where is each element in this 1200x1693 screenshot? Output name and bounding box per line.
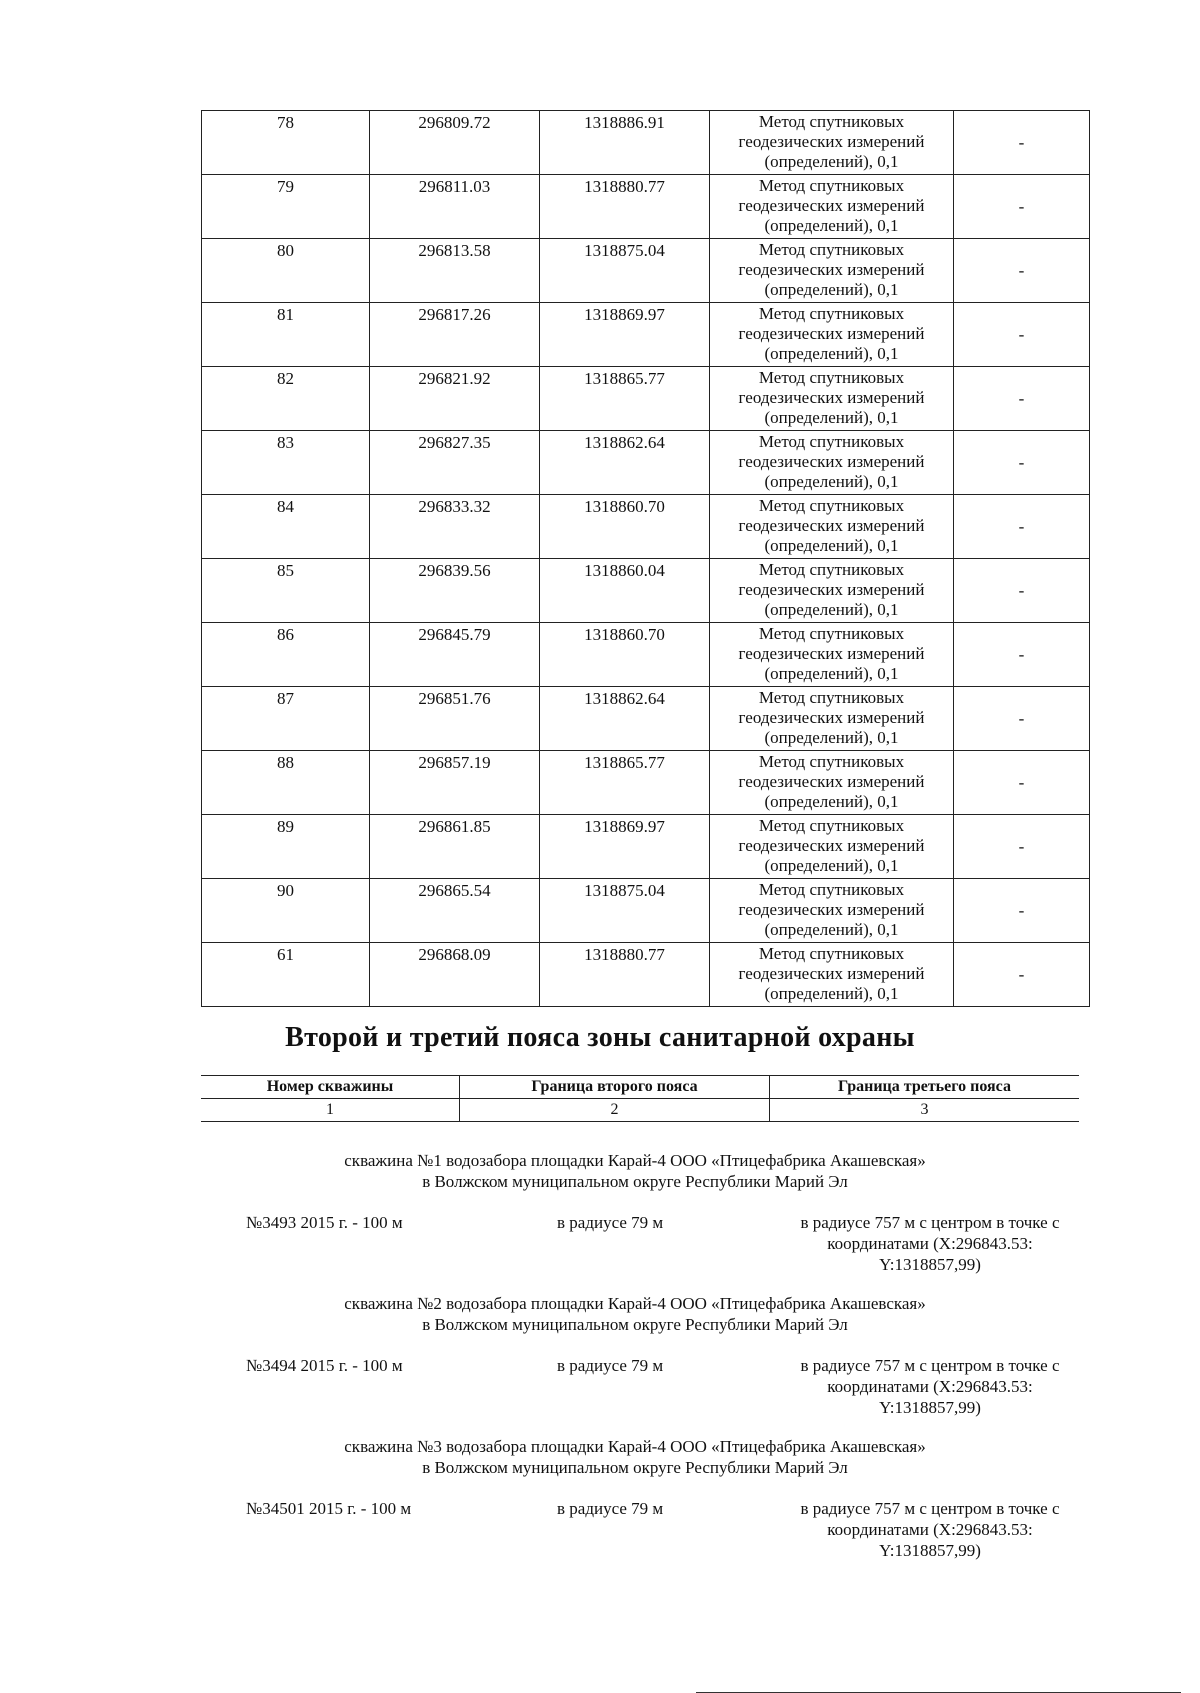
x-coordinate-cell: 296865.54 (370, 879, 540, 943)
precision-cell: - (954, 239, 1090, 303)
method-line: (определений), 0,1 (764, 536, 899, 555)
precision-cell: - (954, 879, 1090, 943)
well-caption-line: в Волжском муниципальном округе Республики Марий Эл (422, 1458, 848, 1477)
third-belt-value (780, 1498, 1080, 1561)
method-line: геодезических измерений (738, 324, 925, 343)
x-coordinate-cell: 296839.56 (370, 559, 540, 623)
method-cell (710, 367, 954, 431)
third-belt-line: Y:1318857,99) (879, 1398, 981, 1417)
method-cell (710, 495, 954, 559)
precision-cell: - (954, 751, 1090, 815)
third-belt-value (780, 1355, 1080, 1418)
x-coordinate-cell: 296809.72 (370, 111, 540, 175)
header-index-3: 3 (770, 1099, 1080, 1122)
third-belt-line: Y:1318857,99) (879, 1541, 981, 1560)
method-line: геодезических измерений (738, 900, 925, 919)
method-cell (710, 815, 954, 879)
well-row (0, 1355, 1200, 1421)
method-line: Метод спутниковых (758, 176, 905, 195)
y-coordinate-cell: 1318860.70 (540, 623, 710, 687)
point-number-cell: 80 (202, 239, 370, 303)
method-line: геодезических измерений (738, 580, 925, 599)
well-id: №3494 2015 г. - 100 м (246, 1356, 403, 1375)
table-row (202, 431, 1090, 495)
method-line: (определений), 0,1 (764, 792, 899, 811)
header-third-belt: Граница третьего пояса (770, 1076, 1080, 1099)
coordinates-table-body (202, 111, 1090, 1007)
x-coordinate-cell: 296861.85 (370, 815, 540, 879)
y-coordinate-cell: 1318875.04 (540, 239, 710, 303)
x-coordinate-cell: 296827.35 (370, 431, 540, 495)
second-belt-value: в радиусе 79 м (557, 1213, 664, 1232)
x-coordinate-cell: 296833.32 (370, 495, 540, 559)
well-id: №3493 2015 г. - 100 м (246, 1213, 403, 1232)
well-block-3 (0, 1436, 1200, 1564)
method-line: геодезических измерений (738, 516, 925, 535)
well-block-2 (0, 1293, 1200, 1421)
well-caption (70, 1293, 1200, 1335)
third-belt-line: в радиусе 757 м с центром в точке с (800, 1213, 1060, 1232)
point-number-cell: 87 (202, 687, 370, 751)
method-cell (710, 559, 954, 623)
method-line: геодезических измерений (738, 260, 925, 279)
method-line: (определений), 0,1 (764, 856, 899, 875)
method-line: геодезических измерений (738, 196, 925, 215)
method-line: (определений), 0,1 (764, 984, 899, 1003)
table-row (202, 239, 1090, 303)
zones-index-row (201, 1099, 1079, 1122)
method-line: Метод спутниковых (758, 432, 905, 451)
method-cell (710, 111, 954, 175)
precision-cell: - (954, 303, 1090, 367)
point-number-cell: 61 (202, 943, 370, 1007)
table-row (202, 303, 1090, 367)
y-coordinate-cell: 1318860.70 (540, 495, 710, 559)
third-belt-line: в радиусе 757 м с центром в точке с (800, 1356, 1060, 1375)
table-row (202, 751, 1090, 815)
point-number-cell: 82 (202, 367, 370, 431)
method-line: (определений), 0,1 (764, 600, 899, 619)
y-coordinate-cell: 1318860.04 (540, 559, 710, 623)
header-second-belt: Граница второго пояса (460, 1076, 770, 1099)
point-number-cell: 89 (202, 815, 370, 879)
method-line: Метод спутниковых (758, 112, 905, 131)
method-line: (определений), 0,1 (764, 728, 899, 747)
table-row (202, 175, 1090, 239)
method-line: Метод спутниковых (758, 944, 905, 963)
zones-title: Второй и третий пояса зоны санитарной охраны (285, 1022, 915, 1053)
precision-cell: - (954, 559, 1090, 623)
table-row (202, 879, 1090, 943)
second-belt-value: в радиусе 79 м (557, 1356, 664, 1375)
method-line: Метод спутниковых (758, 816, 905, 835)
third-belt-line: Y:1318857,99) (879, 1255, 981, 1274)
y-coordinate-cell: 1318862.64 (540, 687, 710, 751)
y-coordinate-cell: 1318865.77 (540, 751, 710, 815)
method-cell (710, 623, 954, 687)
well-caption-line: скважина №2 водозабора площадки Карай-4 ООО «Птицефабрика Акашевская» (344, 1294, 926, 1313)
precision-cell: - (954, 431, 1090, 495)
table-row (202, 495, 1090, 559)
third-belt-line: координатами (X:296843.53: (827, 1234, 1033, 1253)
second-belt-value: в радиусе 79 м (557, 1499, 664, 1518)
method-cell (710, 431, 954, 495)
method-line: (определений), 0,1 (764, 152, 899, 171)
header-well-number: Номер скважины (201, 1076, 460, 1099)
precision-cell: - (954, 175, 1090, 239)
precision-cell: - (954, 943, 1090, 1007)
y-coordinate-cell: 1318880.77 (540, 175, 710, 239)
method-line: Метод спутниковых (758, 496, 905, 515)
well-block-1 (0, 1150, 1200, 1278)
well-caption-line: скважина №1 водозабора площадки Карай-4 ООО «Птицефабрика Акашевская» (344, 1151, 926, 1170)
table-row (202, 815, 1090, 879)
method-line: геодезических измерений (738, 644, 925, 663)
x-coordinate-cell: 296813.58 (370, 239, 540, 303)
y-coordinate-cell: 1318869.97 (540, 815, 710, 879)
method-line: (определений), 0,1 (764, 280, 899, 299)
header-index-2: 2 (460, 1099, 770, 1122)
point-number-cell: 88 (202, 751, 370, 815)
table-row (202, 111, 1090, 175)
well-caption-line: в Волжском муниципальном округе Республики Марий Эл (422, 1315, 848, 1334)
zones-header-table (201, 1075, 1079, 1122)
well-id: №34501 2015 г. - 100 м (246, 1499, 412, 1518)
well-row (0, 1212, 1200, 1278)
x-coordinate-cell: 296868.09 (370, 943, 540, 1007)
method-line: геодезических измерений (738, 132, 925, 151)
well-caption (70, 1150, 1200, 1192)
zones-header-row (201, 1076, 1079, 1099)
method-line: (определений), 0,1 (764, 664, 899, 683)
precision-cell: - (954, 623, 1090, 687)
header-index-1: 1 (201, 1099, 460, 1122)
point-number-cell: 85 (202, 559, 370, 623)
method-line: (определений), 0,1 (764, 344, 899, 363)
precision-cell: - (954, 815, 1090, 879)
third-belt-value (780, 1212, 1080, 1275)
method-line: геодезических измерений (738, 708, 925, 727)
point-number-cell: 84 (202, 495, 370, 559)
x-coordinate-cell: 296817.26 (370, 303, 540, 367)
method-line: (определений), 0,1 (764, 472, 899, 491)
third-belt-line: координатами (X:296843.53: (827, 1377, 1033, 1396)
point-number-cell: 86 (202, 623, 370, 687)
table-row (202, 559, 1090, 623)
method-line: Метод спутниковых (758, 688, 905, 707)
point-number-cell: 81 (202, 303, 370, 367)
method-line: Метод спутниковых (758, 624, 905, 643)
method-cell (710, 879, 954, 943)
well-row (0, 1498, 1200, 1564)
x-coordinate-cell: 296857.19 (370, 751, 540, 815)
x-coordinate-cell: 296851.76 (370, 687, 540, 751)
method-line: геодезических измерений (738, 836, 925, 855)
method-cell (710, 239, 954, 303)
table-row (202, 623, 1090, 687)
point-number-cell: 90 (202, 879, 370, 943)
method-line: Метод спутниковых (758, 880, 905, 899)
y-coordinate-cell: 1318880.77 (540, 943, 710, 1007)
precision-cell: - (954, 495, 1090, 559)
x-coordinate-cell: 296821.92 (370, 367, 540, 431)
method-cell (710, 175, 954, 239)
point-number-cell: 79 (202, 175, 370, 239)
y-coordinate-cell: 1318865.77 (540, 367, 710, 431)
well-caption (70, 1436, 1200, 1478)
y-coordinate-cell: 1318886.91 (540, 111, 710, 175)
method-line: Метод спутниковых (758, 752, 905, 771)
well-caption-line: скважина №3 водозабора площадки Карай-4 ООО «Птицефабрика Акашевская» (344, 1437, 926, 1456)
table-row (202, 943, 1090, 1007)
method-line: Метод спутниковых (758, 304, 905, 323)
precision-cell: - (954, 367, 1090, 431)
method-line: Метод спутниковых (758, 240, 905, 259)
method-cell (710, 303, 954, 367)
y-coordinate-cell: 1318862.64 (540, 431, 710, 495)
method-line: геодезических измерений (738, 772, 925, 791)
method-line: Метод спутниковых (758, 560, 905, 579)
method-line: (определений), 0,1 (764, 408, 899, 427)
x-coordinate-cell: 296811.03 (370, 175, 540, 239)
precision-cell: - (954, 687, 1090, 751)
method-line: геодезических измерений (738, 452, 925, 471)
method-line: (определений), 0,1 (764, 216, 899, 235)
point-number-cell: 83 (202, 431, 370, 495)
table-row (202, 367, 1090, 431)
method-line: геодезических измерений (738, 964, 925, 983)
point-number-cell: 78 (202, 111, 370, 175)
x-coordinate-cell: 296845.79 (370, 623, 540, 687)
third-belt-line: в радиусе 757 м с центром в точке с (800, 1499, 1060, 1518)
third-belt-line: координатами (X:296843.53: (827, 1520, 1033, 1539)
method-cell (710, 943, 954, 1007)
method-line: геодезических измерений (738, 388, 925, 407)
coordinates-table (201, 110, 1090, 1007)
method-cell (710, 751, 954, 815)
y-coordinate-cell: 1318875.04 (540, 879, 710, 943)
y-coordinate-cell: 1318869.97 (540, 303, 710, 367)
table-row (202, 687, 1090, 751)
precision-cell: - (954, 111, 1090, 175)
method-line: Метод спутниковых (758, 368, 905, 387)
method-cell (710, 687, 954, 751)
well-caption-line: в Волжском муниципальном округе Республики Марий Эл (422, 1172, 848, 1191)
method-line: (определений), 0,1 (764, 920, 899, 939)
